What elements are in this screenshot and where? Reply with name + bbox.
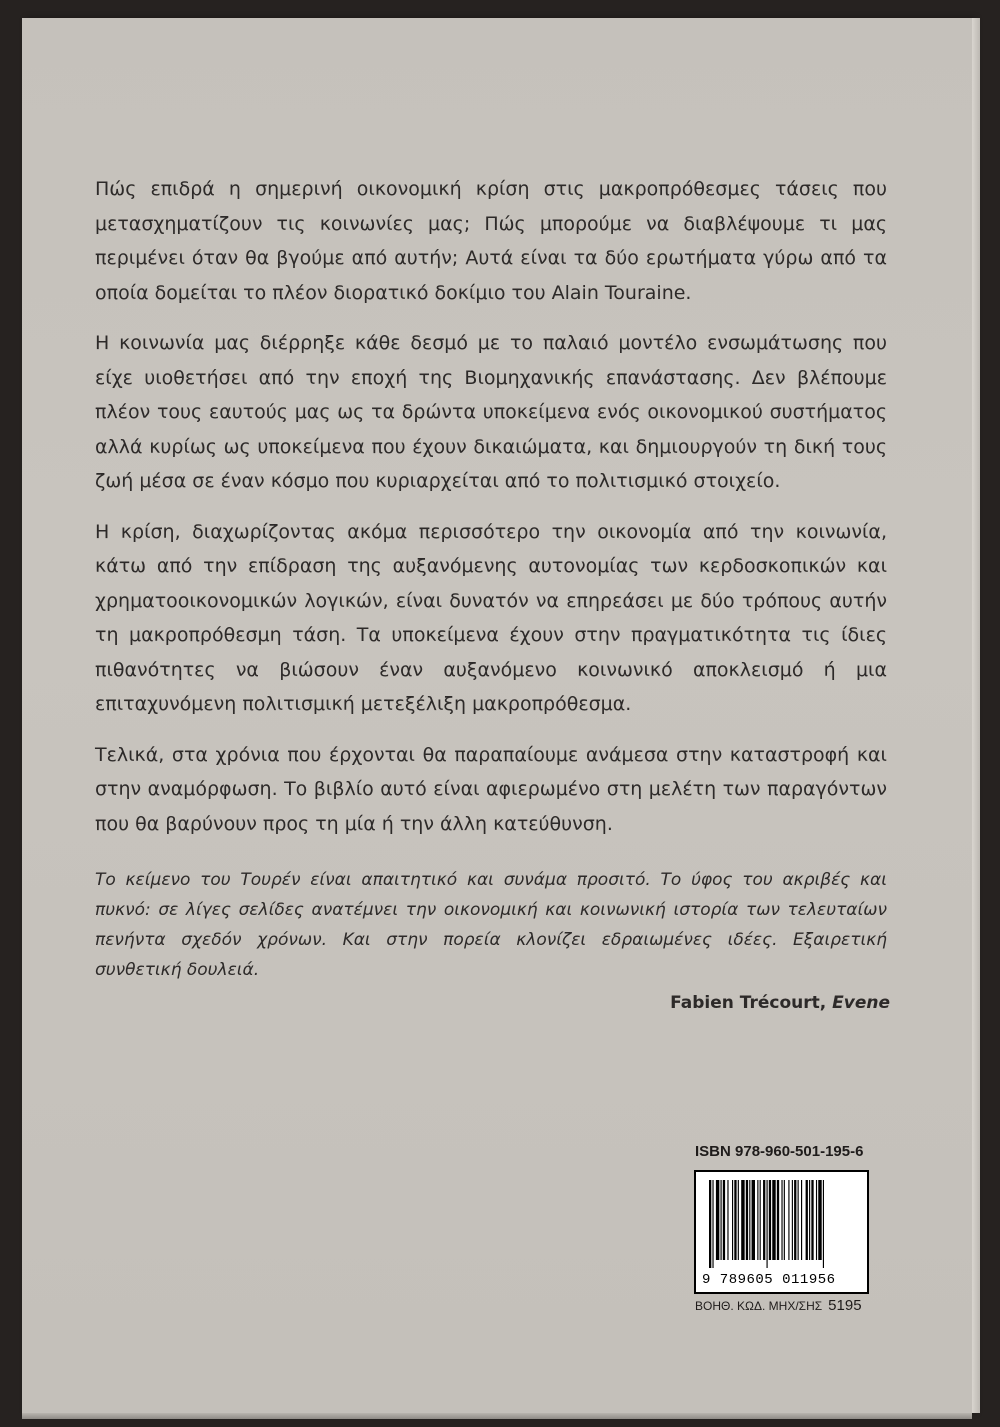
barcode-bar [760, 1180, 761, 1260]
barcode-bar [794, 1180, 796, 1260]
blurb-paragraph: Η κρίση, διαχωρίζοντας ακόμα περισσότερο την οικονομία από την κοινωνία, κάτω από την επίδραση της αυξανόμενης αυτονομίας των κερδοσκοπικών και χρηματοοικονομικών λογικών, είναι δυνατόν να επηρεάσει με δύο τρόπους αυτήν τη μακροπρόθεσμη τάση. Τα υποκείμενα έχουν στην πραγματικότητα τις ίδιες πιθανότητες να βιώσουν έναν αυξανόμενο κοινωνικό αποκλεισμό ή μια επιταχυνόμενη πολιτισμική μετεξέλιξη μακροπρόθεσμα. [95, 520, 887, 715]
review-text: Το κείμενο του Τουρέν είναι απαιτητικό και συνάμα προσιτό. Το ύφος του ακριβές και πυκνό: σε λίγες σελίδες ανατέμνει την οικονομική και κοινωνική ιστορία των τελευταίων πενήντα σχεδόν χρόνων. Και στην πορεία κλονίζει εδραιωμένες ιδέες. Εξαιρετική συνθετική δουλειά. [95, 870, 887, 980]
blurb-paragraph: Πώς επιδρά η σημερινή οικονομική κρίση στις μακροπρόθεσμες τάσεις που μετασχηματίζουν τις κοινωνίες μας; Πώς μπορούμε να διαβλέψουμε τι μας περιμένει όταν θα βγούμε από αυτήν; Αυτά είναι τα δύο ερωτήματα γύρω από τα οποία δομείται το πλέον διορατικό δοκίμιο του Alain Touraine. [95, 178, 887, 304]
product-code-label: ΒΟΗΘ. ΚΩΔ. ΜΗΧ/ΣΗΣ [695, 1299, 823, 1313]
barcode-bar [767, 1180, 768, 1268]
cover-bottom-edge [22, 1413, 972, 1419]
review-author: Fabien Trécourt, [670, 993, 827, 1013]
barcode-bar [801, 1180, 802, 1260]
barcode-bar [727, 1180, 728, 1260]
barcode-bar [734, 1180, 736, 1260]
barcode-bar [721, 1180, 722, 1260]
review-attribution [670, 993, 890, 1013]
barcode-bar [788, 1180, 789, 1260]
barcode-bar [798, 1180, 799, 1260]
barcode-bar [749, 1180, 750, 1260]
barcode-bar [818, 1180, 821, 1260]
product-code-number: 5195 [828, 1297, 862, 1314]
product-code [695, 1297, 862, 1314]
barcode-bar [823, 1180, 824, 1268]
barcode-bar [811, 1180, 813, 1260]
review-source: Evene [832, 993, 890, 1013]
barcode-bar [757, 1180, 758, 1260]
barcode-bar [712, 1180, 713, 1268]
barcode-bar [763, 1180, 765, 1260]
barcode-bar [716, 1180, 719, 1260]
blurb-paragraph: Η κοινωνία μας διέρρηξε κάθε δεσμό με το παλαιό μοντέλο ενσωμάτωσης που είχε υιοθετήσει από την εποχή της Βιομηχανικής επανάστασης. Δεν βλέπουμε πλέον τους εαυτούς μας ως τα δρώντα υποκείμενα ενός οικονομικού συστήματος αλλά κυρίως ως υποκείμενα που έχουν δικαιώματα, και δημιουργούν τη δική τους ζωή μέσα σε έναν κόσμο που κυριαρχείται από το πολιτισμικό στοιχείο. [95, 332, 887, 492]
barcode-bar [772, 1180, 775, 1260]
isbn-label: ISBN 978-960-501-195-6 [695, 1143, 864, 1160]
barcode-bar [752, 1180, 755, 1260]
barcode [694, 1170, 869, 1294]
barcode-bar [777, 1180, 779, 1260]
blurb-paragraph: Τελικά, στα χρόνια που έρχονται θα παραπαίουμε ανάμεσα στην καταστροφή και στην αναμόρφωση. Το βιβλίο αυτό είναι αφιερωμένο στη μελέτη των παραγόντων που θα βαρύνουν προς τη μία ή την άλλη κατεύθυνση. [95, 743, 887, 835]
review-quote [95, 865, 887, 985]
barcode-bar [709, 1180, 711, 1268]
barcode-bar [738, 1180, 739, 1260]
barcode-bar [809, 1180, 810, 1260]
barcode-bar [792, 1180, 793, 1260]
barcode-bar [806, 1180, 808, 1260]
barcode-bar [746, 1180, 748, 1260]
barcode-bar [741, 1180, 744, 1260]
cover-right-edge [972, 18, 980, 1413]
barcode-digits: 9 789605 011956 [702, 1272, 836, 1288]
barcode-bar [784, 1180, 785, 1260]
barcode-bar [769, 1180, 771, 1260]
barcode-bars-icon [709, 1180, 857, 1268]
blurb-text [95, 172, 887, 857]
barcode-bar [732, 1180, 733, 1260]
barcode-bar [723, 1180, 725, 1260]
barcode-bar [781, 1180, 782, 1260]
barcode-bar [816, 1180, 817, 1260]
